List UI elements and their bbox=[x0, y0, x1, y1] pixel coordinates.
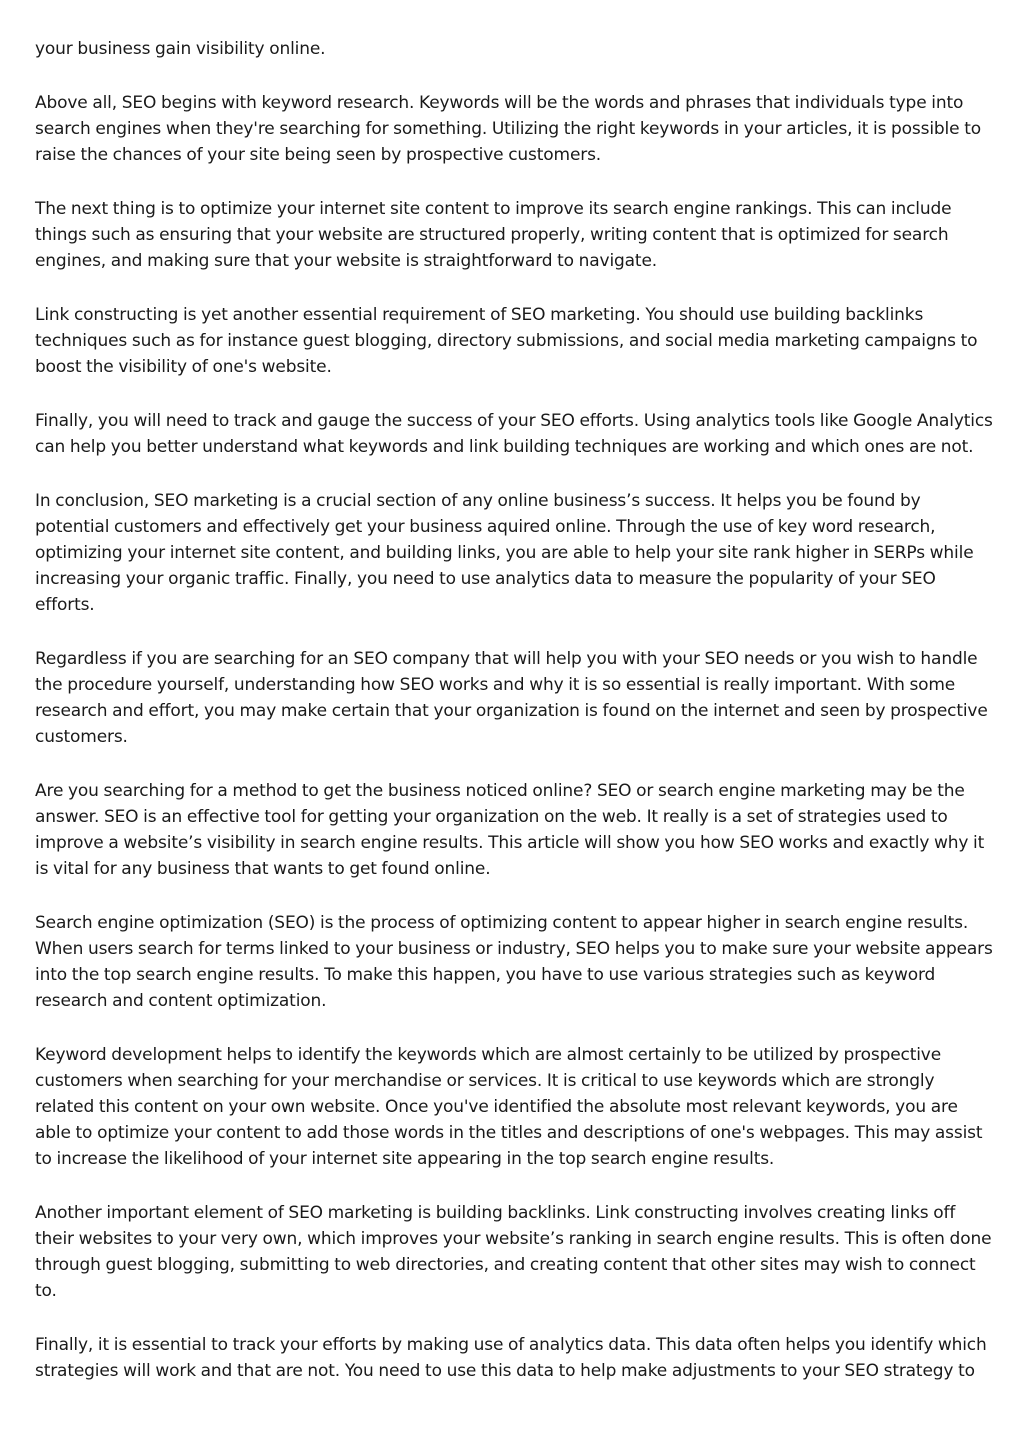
paragraph-9: Search engine optimization (SEO) is the process of optimizing content to appear higher in search engine results. When users search for terms linked to your business or industry, SEO helps you to make sure your website appears into the top search engine results. To make this happen, you have to use various strategies such as keyword research and content optimization. bbox=[35, 913, 993, 1011]
paragraph-1: your business gain visibility online. bbox=[35, 39, 326, 59]
paragraph-10: Keyword development helps to identify the keywords which are almost certainly to be utilized by prospective customers when searching for your merchandise or services. It is critical to use keywords which are strongly related this content on your own website. Once you've identified the absolute most relevant keywords, you are able to optimize your content to add those words in the titles and descriptions of one's webpages. This may assist to increase the likelihood of your internet site appearing in the top search engine results. bbox=[35, 1045, 983, 1169]
paragraph-2: Above all, SEO begins with keyword research. Keywords will be the words and phrases that individuals type into search engines when they're searching for something. Utilizing the right keywords in your articles, it is possible to raise the chances of your site being seen by prospective customers. bbox=[35, 93, 981, 165]
paragraph-3: The next thing is to optimize your internet site content to improve its search engine rankings. This can include things such as ensuring that your website are structured properly, writing content that is optimized for search engines, and making sure that your website is straightforward to navigate. bbox=[35, 199, 952, 271]
document-body bbox=[35, 36, 995, 1412]
paragraph-5: Finally, you will need to track and gauge the success of your SEO efforts. Using analytics tools like Google Analytics can help you better understand what keywords and link building techniques are working and which ones are not. bbox=[35, 411, 993, 457]
paragraph-6: In conclusion, SEO marketing is a crucial section of any online business’s success. It helps you be found by potential customers and effectively get your business aquired online. Through the use of key word research, optimizing your internet site content, and building links, you are able to help your site rank higher in SERPs while increasing your organic traffic. Finally, you need to use analytics data to measure the popularity of your SEO efforts. bbox=[35, 491, 974, 615]
paragraph-8: Are you searching for a method to get the business noticed online? SEO or search engine marketing may be the answer. SEO is an effective tool for getting your organization on the web. It really is a set of strategies used to improve a website’s visibility in search engine results. This article will show you how SEO works and exactly why it is vital for any business that wants to get found online. bbox=[35, 781, 985, 879]
paragraph-7: Regardless if you are searching for an SEO company that will help you with your SEO needs or you wish to handle the procedure yourself, understanding how SEO works and why it is so essential is really important. With some research and effort, you may make certain that your organization is found on the internet and seen by prospective customers. bbox=[35, 649, 988, 747]
paragraph-12: Finally, it is essential to track your efforts by making use of analytics data. This data often helps you identify which strategies will work and that are not. You need to use this data to help make adjustments to your SEO strategy to bbox=[35, 1335, 987, 1381]
paragraph-11: Another important element of SEO marketing is building backlinks. Link constructing involves creating links off their websites to your very own, which improves your website’s ranking in search engine results. This is often done through guest blogging, submitting to web directories, and creating content that other sites may wish to connect to. bbox=[35, 1203, 992, 1301]
paragraph-4: Link constructing is yet another essential requirement of SEO marketing. You should use building backlinks techniques such as for instance guest blogging, directory submissions, and social media marketing campaigns to boost the visibility of one's website. bbox=[35, 305, 978, 377]
